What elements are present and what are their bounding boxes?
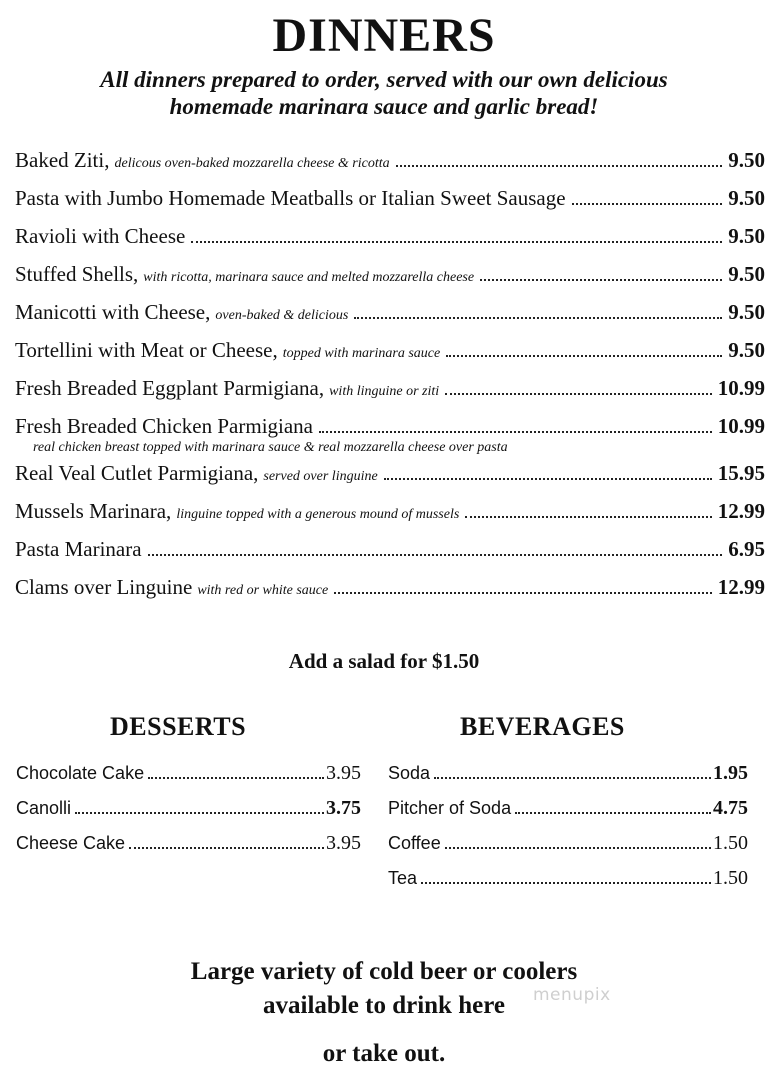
desserts-list — [16, 758, 361, 863]
dot-leader — [421, 866, 711, 884]
dot-leader — [148, 536, 723, 556]
dinner-item-price: 9.50 — [728, 186, 765, 210]
dessert-item-name: Cheese Cake — [16, 833, 126, 853]
dot-leader — [434, 761, 711, 779]
dessert-item — [16, 828, 361, 863]
dinner-item-description: with linguine or ziti — [329, 384, 440, 399]
dinner-item — [15, 221, 765, 259]
dot-leader — [319, 413, 712, 433]
dot-leader — [572, 185, 723, 205]
beverage-item — [388, 828, 748, 863]
dinner-item-note: real chicken breast topped with marinara sauce & real mozzarella cheese over pasta — [33, 439, 508, 455]
dinner-item — [15, 259, 765, 297]
dinner-item-price: 9.50 — [728, 224, 765, 248]
dinner-item-name: Pasta with Jumbo Homemade Meatballs or Italian Sweet Sausage — [15, 186, 566, 210]
page-title: DINNERS — [272, 9, 496, 62]
beverage-item-name: Pitcher of Soda — [388, 798, 512, 818]
beverages-list — [388, 758, 748, 898]
dinner-item-price: 9.50 — [728, 300, 765, 324]
dinner-item — [15, 297, 765, 335]
dinner-item-price: 12.99 — [717, 499, 765, 523]
dot-leader — [396, 147, 723, 167]
dinner-item — [15, 534, 765, 572]
dinner-item — [15, 183, 765, 221]
desserts-title: DESSERTS — [110, 712, 247, 741]
dinner-item — [15, 458, 765, 496]
beverage-item-price: 1.50 — [713, 832, 748, 854]
dinner-item-description: served over linguine — [263, 469, 378, 484]
dot-leader — [148, 761, 324, 779]
dot-leader — [75, 796, 324, 814]
dinner-item-price: 15.95 — [717, 461, 765, 485]
beverages-title: BEVERAGES — [460, 712, 625, 741]
dinner-item-name: Pasta Marinara — [15, 537, 142, 561]
dot-leader — [515, 796, 711, 814]
dinner-item-description: topped with marinara sauce — [282, 346, 441, 361]
dot-leader — [445, 375, 712, 395]
dot-leader — [465, 498, 711, 518]
dinner-item-description: linguine topped with a generous mound of mussels — [176, 507, 460, 522]
dessert-item-price: 3.95 — [326, 832, 361, 854]
subtitle-line-2: homemade marinara sauce and garlic bread! — [169, 94, 599, 119]
dinner-item-name: Tortellini with Meat or Cheese, — [15, 338, 278, 362]
dinner-item — [15, 373, 765, 411]
dinner-item — [15, 496, 765, 534]
dinner-item-name: Real Veal Cutlet Parmigiana, — [15, 461, 259, 485]
dessert-item-price: 3.95 — [326, 762, 361, 784]
dot-leader — [334, 574, 712, 594]
subtitle-line-1: All dinners prepared to order, served with our own delicious — [100, 67, 668, 92]
dinner-item-price: 12.99 — [717, 575, 765, 599]
dot-leader — [480, 261, 722, 281]
beverage-item-name: Tea — [388, 868, 418, 888]
dinner-item-name: Mussels Marinara, — [15, 499, 172, 523]
dinner-item-price: 10.99 — [717, 376, 765, 400]
dinner-item-price: 9.50 — [728, 262, 765, 286]
dinner-item-name: Clams over Linguine — [15, 575, 193, 599]
footer-note — [0, 955, 768, 1071]
dessert-item-name: Chocolate Cake — [16, 763, 145, 783]
dot-leader — [354, 299, 722, 319]
dessert-item-name: Canolli — [16, 798, 72, 818]
footer-line-1: Large variety of cold beer or coolers — [190, 958, 578, 985]
dessert-item — [16, 793, 361, 828]
dot-leader — [129, 831, 324, 849]
dessert-item-price: 3.75 — [326, 797, 361, 819]
dinner-item-price: 6.95 — [728, 537, 765, 561]
beverage-item-price: 1.95 — [713, 762, 748, 784]
beverage-item — [388, 863, 748, 898]
dinner-item-price: 10.99 — [717, 414, 765, 438]
dinner-item-name: Ravioli with Cheese — [15, 224, 186, 248]
dot-leader — [446, 337, 722, 357]
dinner-item-description: delicous oven-baked mozzarella cheese & ricotta — [114, 156, 390, 171]
dinner-item-price: 9.50 — [728, 338, 765, 362]
dinner-item-description: with red or white sauce — [197, 583, 329, 598]
dinner-item-name: Fresh Breaded Eggplant Parmigiana, — [15, 376, 325, 400]
beverage-item-price: 1.50 — [713, 867, 748, 889]
dinner-item-name: Stuffed Shells, — [15, 262, 139, 286]
beverage-item-name: Coffee — [388, 833, 441, 853]
dot-leader — [191, 223, 722, 243]
dinner-item-description: with ricotta, marinara sauce and melted mozzarella cheese — [143, 270, 475, 285]
footer-line-3: or take out. — [322, 1040, 446, 1067]
dinner-item-description: oven-baked & delicious — [215, 308, 349, 323]
dinner-item-name: Manicotti with Cheese, — [15, 300, 211, 324]
dot-leader — [384, 460, 712, 480]
dinner-item — [15, 411, 765, 458]
salad-note: Add a salad for $1.50 — [288, 649, 480, 673]
dinner-item — [15, 145, 765, 183]
beverage-item — [388, 793, 748, 828]
dot-leader — [445, 831, 711, 849]
footer-line-2: available to drink here — [263, 992, 505, 1019]
beverage-item — [388, 758, 748, 793]
dinner-list — [15, 145, 765, 610]
watermark: menupix — [533, 985, 611, 1005]
dessert-item — [16, 758, 361, 793]
dinner-item-name: Fresh Breaded Chicken Parmigiana — [15, 414, 313, 438]
beverage-item-price: 4.75 — [713, 797, 748, 819]
page-subtitle — [0, 66, 768, 120]
dinner-item-name: Baked Ziti, — [15, 148, 110, 172]
dinner-item-price: 9.50 — [728, 148, 765, 172]
dinner-item — [15, 572, 765, 610]
dinner-item — [15, 335, 765, 373]
beverage-item-name: Soda — [388, 763, 431, 783]
